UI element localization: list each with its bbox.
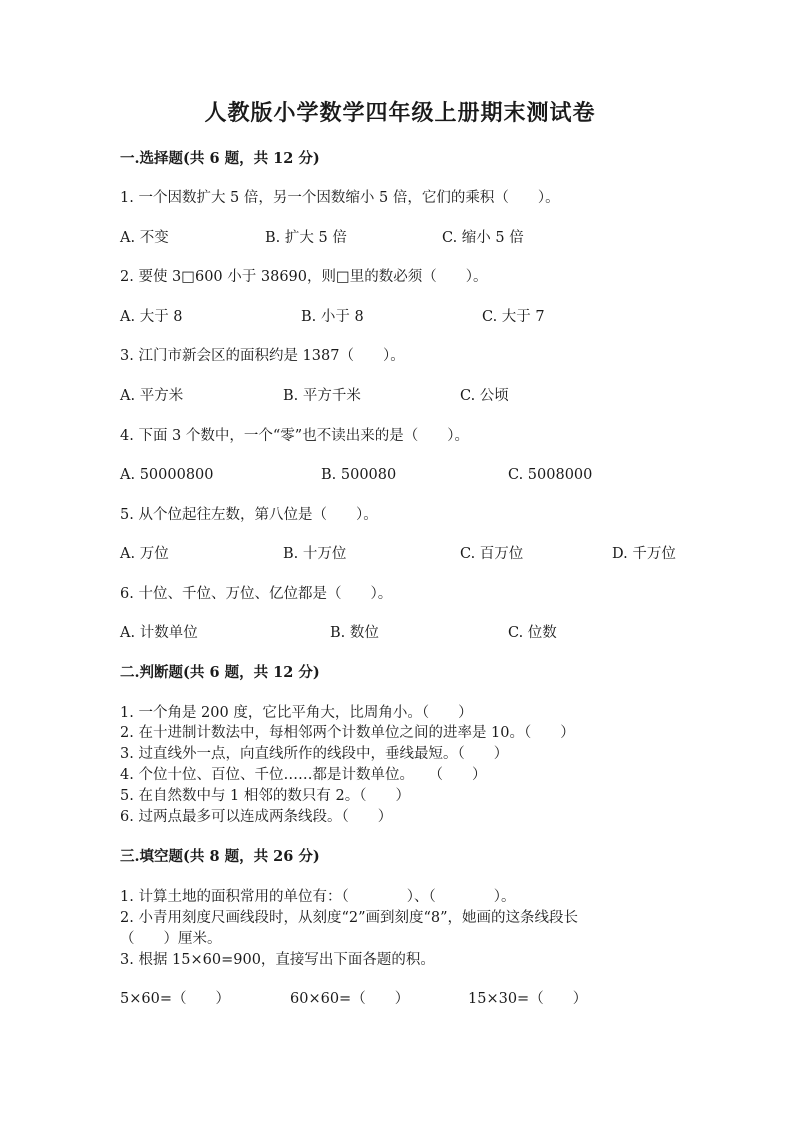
question-stem: 1. 一个因数扩大 5 倍，另一个因数缩小 5 倍，它们的乘积（ ）。 [120,190,560,206]
product-item: 60×60=（ ） [290,991,410,1007]
judgement-item: 3. 过直线外一点，向直线所作的线段中，垂线最短。（ ） [120,746,509,762]
option-b: B. 平方千米 [283,388,361,404]
option-b: B. 500080 [321,467,397,483]
product-item: 15×30=（ ） [468,991,588,1007]
option-a: A. 大于 8 [120,309,183,325]
question-stem: 3. 江门市新会区的面积约是 1387（ ）。 [120,348,405,364]
option-a: A. 万位 [120,546,169,562]
question-stem: 4. 下面 3 个数中，一个“零”也不读出来的是（ ）。 [120,428,469,444]
section-heading-fill-blank: 三.填空题(共 8 题，共 26 分) [120,848,320,865]
section-heading-choice: 一.选择题(共 6 题，共 12 分) [120,150,320,167]
judgement-item: 4. 个位十位、百位、千位……都是计数单位。 （ ） [120,767,487,783]
option-c: C. 5008000 [508,467,593,483]
option-b: B. 十万位 [283,546,347,562]
option-b: B. 小于 8 [301,309,364,325]
option-a: A. 计数单位 [120,625,198,641]
fill-blank-line: 2. 小青用刻度尺画线段时，从刻度“2”画到刻度“8”，她画的这条线段长 [120,910,579,926]
product-item: 5×60=（ ） [120,991,230,1007]
option-d: D. 千万位 [612,546,676,562]
page-title: 人教版小学数学四年级上册期末测试卷 [204,100,596,126]
judgement-item: 5. 在自然数中与 1 相邻的数只有 2。（ ） [120,788,410,804]
fill-blank-line: （ ）厘米。 [120,931,222,947]
option-b: B. 数位 [330,625,379,641]
option-c: C. 百万位 [460,546,524,562]
option-a: A. 50000800 [120,467,214,483]
option-c: C. 位数 [508,625,557,641]
section-heading-judgement: 二.判断题(共 6 题，共 12 分) [120,664,320,681]
question-stem: 6. 十位、千位、万位、亿位都是（ ）。 [120,586,393,602]
question-stem: 5. 从个位起往左数，第八位是（ ）。 [120,507,378,523]
option-b: B. 扩大 5 倍 [265,230,347,246]
option-c: C. 大于 7 [482,309,545,325]
judgement-item: 6. 过两点最多可以连成两条线段。（ ） [120,809,393,825]
fill-blank-line: 3. 根据 15×60=900，直接写出下面各题的积。 [120,952,435,968]
question-stem: 2. 要使 3□600 小于 38690，则□里的数必须（ ）。 [120,269,488,285]
judgement-item: 1. 一个角是 200 度，它比平角大，比周角小。（ ） [120,705,473,721]
option-a: A. 平方米 [120,388,184,404]
fill-blank-line: 1. 计算土地的面积常用的单位有：（ ）、（ ）。 [120,889,516,905]
option-a: A. 不变 [120,230,169,246]
option-c: C. 缩小 5 倍 [442,230,524,246]
judgement-item: 2. 在十进制计数法中，每相邻两个计数单位之间的进率是 10。（ ） [120,725,575,741]
option-c: C. 公顷 [460,388,509,404]
